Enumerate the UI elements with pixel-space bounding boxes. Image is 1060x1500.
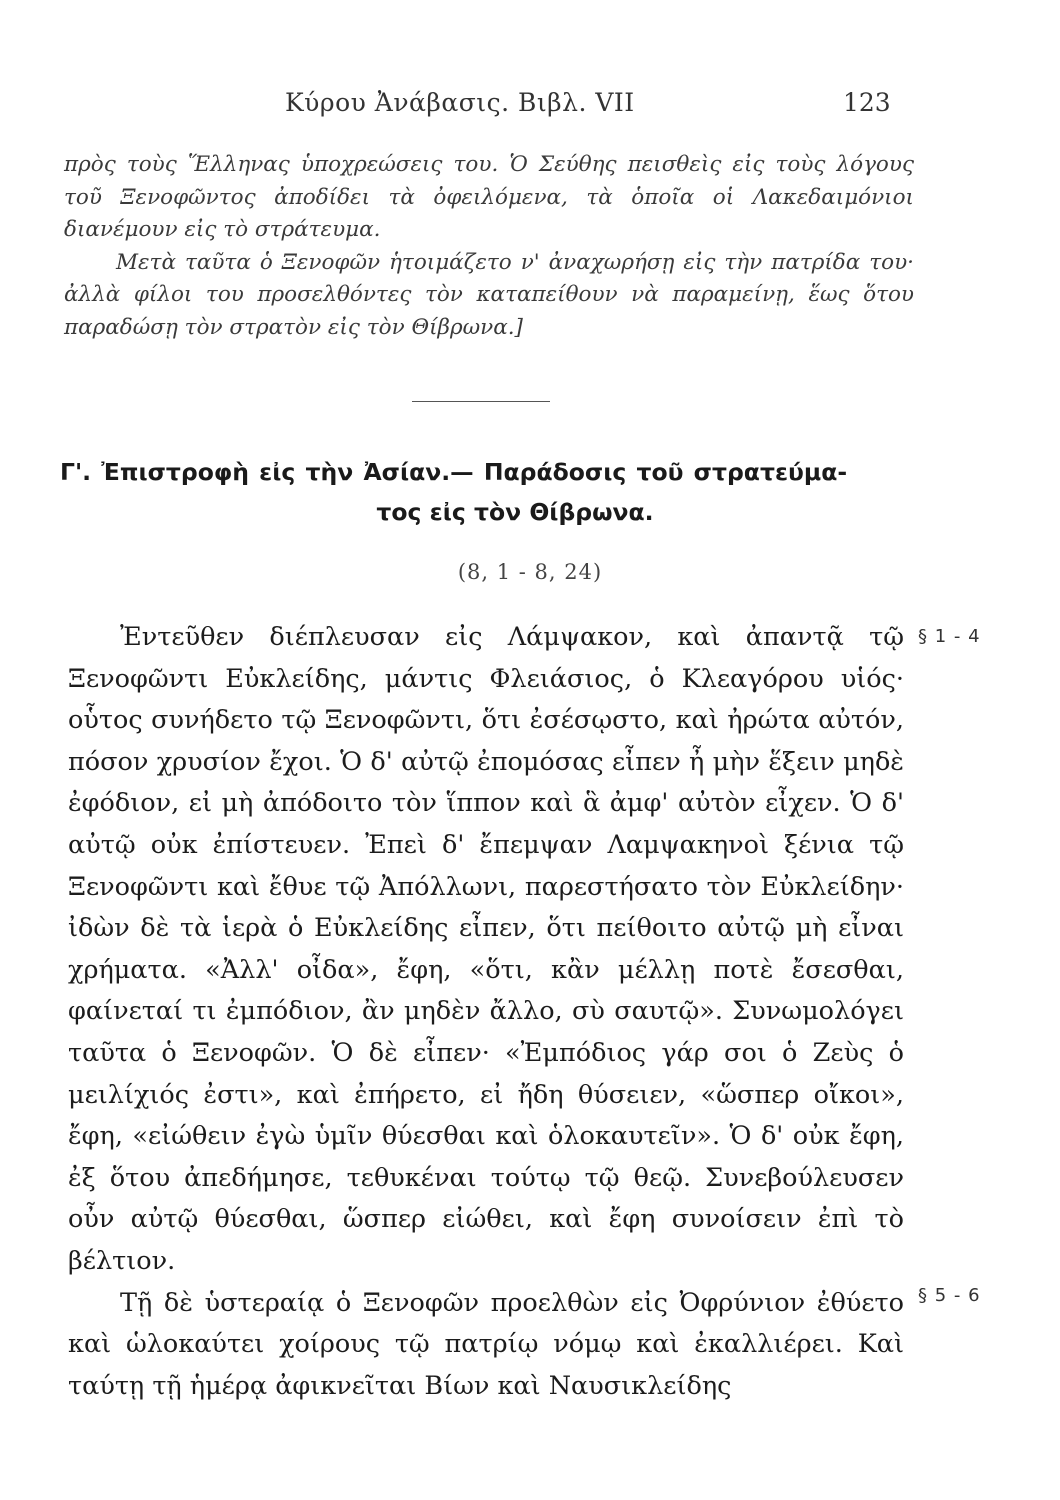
chapter-heading	[60, 452, 930, 532]
section-divider	[412, 401, 550, 402]
summary-paragraph: πρὸς τοὺς Ἕλληνας ὑποχρεώσεις του. Ὁ Σεύθης πεισθεὶς εἰς τοὺς λόγους τοῦ Ξενοφῶντος ἀποδίδει τὰ ὀφειλόμενα, τὰ ὁποῖα οἱ Λακεδαιμόνιοι διανέμουν εἰς τὸ στράτευμα.	[64, 152, 914, 242]
chapter-reference: (8, 1 - 8, 24)	[457, 560, 603, 584]
page-number: 123	[843, 88, 891, 117]
summary-paragraph: Μετὰ ταῦτα ὁ Ξενοφῶν ἡτοιμάζετο ν' ἀναχωρήσῃ εἰς τὴν πατρίδα του· ἀλλὰ φίλοι του προσελθόντες τὸν καταπείθουν νὰ παραμείνῃ, ἕως ὅτου παραδώσῃ τὸν στρατὸν εἰς τὸν Θίβρωνα.]	[64, 249, 914, 340]
margin-note: § 1 - 4	[918, 626, 981, 647]
chapter-heading-line: Γ'. Ἐπιστροφὴ εἰς τὴν Ἀσίαν.— Παράδοσις τοῦ στρατεύμα-	[60, 458, 848, 486]
chapter-heading-line: τος εἰς τὸν Θίβρωνα.	[376, 498, 654, 526]
main-text	[68, 617, 904, 1407]
margin-note: § 5 - 6	[918, 1285, 981, 1306]
chapter-summary	[64, 149, 914, 344]
running-title: Κύρου Ἀνάβασις. Βιβλ. VII	[285, 88, 635, 117]
body-paragraph: Ἐντεῦθεν διέπλευσαν εἰς Λάμψακον, καὶ ἀπαντᾷ τῷ Ξενοφῶντι Εὐκλείδης, μάντις Φλειάσιος, ὁ Κλεαγόρου υἱός· οὗτος συνήδετο τῷ Ξενοφῶντι, ὅτι ἐσέσῳστο, καὶ ἠρώτα αὐτόν, πόσον χρυσίον ἔχοι. Ὁ δ' αὐτῷ ἐπομόσας εἶπεν ἦ μὴν ἕξειν μηδὲ ἐφόδιον, εἰ μὴ ἀπόδοιτο τὸν ἵππον καὶ ἃ ἀμφ' αὐτὸν εἶχεν. Ὁ δ' αὐτῷ οὐκ ἐπίστευεν. Ἐπεὶ δ' ἔπεμψαν Λαμψακηνοὶ ξένια τῷ Ξενοφῶντι καὶ ἔθυε τῷ Ἀπόλλωνι, παρεστήσατο τὸν Εὐκλείδην· ἰδὼν δὲ τὰ ἱερὰ ὁ Εὐκλείδης εἶπεν, ὅτι πείθοιτο αὐτῷ μὴ εἶναι χρήματα. «Ἀλλ' οἶδα», ἔφη, «ὅτι, κἂν μέλλῃ ποτὲ ἔσεσθαι, φαίνεταί τι ἐμπόδιον, ἂν μηδὲν ἄλλο, σὺ σαυτῷ». Συνωμολόγει ταῦτα ὁ Ξενοφῶν. Ὁ δὲ εἶπεν· «Ἐμπόδιος γάρ σοι ὁ Ζεὺς ὁ μειλίχιός ἐστι», καὶ ἐπήρετο, εἰ ἤδη θύσειεν, «ὥσπερ οἴκοι», ἔφη, «εἰώθειν ἐγὼ ὑμῖν θύεσθαι καὶ ὁλοκαυτεῖν». Ὁ δ' οὐκ ἔφη, ἐξ ὅτου ἀπεδήμησε, τεθυκέναι τούτῳ τῷ θεῷ. Συνεβούλευσεν οὖν αὐτῷ θύεσθαι, ὥσπερ εἰώθει, καὶ ἔφη συνοίσειν ἐπὶ τὸ βέλτιον.	[68, 622, 904, 1276]
body-paragraph: Τῇ δὲ ὑστεραίᾳ ὁ Ξενοφῶν προελθὼν εἰς Ὀφρύνιον ἐθύετο καὶ ὡλοκαύτει χοίρους τῷ πατρίῳ νόμῳ καὶ ἐκαλλιέρει. Καὶ ταύτῃ τῇ ἡμέρᾳ ἀφικνεῖται Βίων καὶ Ναυσικλείδης	[68, 1287, 904, 1401]
